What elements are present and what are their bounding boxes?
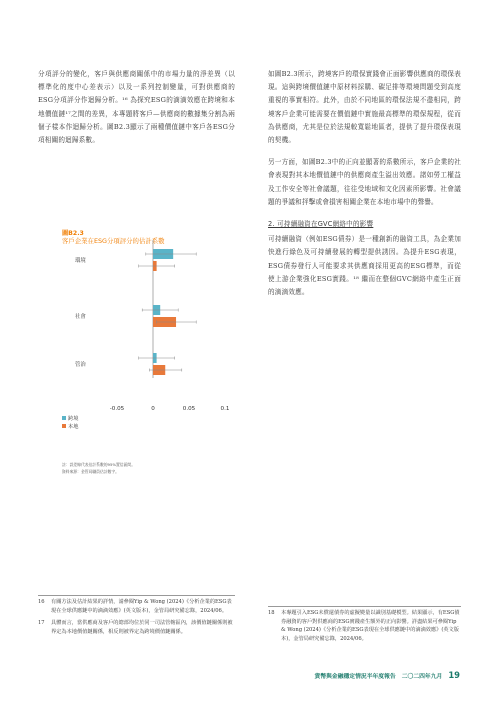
- footnotes-left: [38, 598, 235, 640]
- legend-swatch: [62, 416, 66, 420]
- footnote-number: 17: [38, 620, 45, 627]
- figure-note: [62, 462, 135, 475]
- x-tick-label: 0: [151, 406, 155, 412]
- footnote-17: [38, 619, 235, 636]
- footnote-text: 本專題引入ESG未償還債券的虛擬變量以識別基礎模型。結果顯示，有ESG債券融資的客戶對供應商的ESG實踐產生額外的正向影響。詳盡結果可參閱Yip & Wong (2024)《分析企業的ESG表現在全球供應鏈中的滴滴效應》(英文版本)，金管局研究備忘錄，2024/06。: [281, 610, 460, 642]
- footer-report-name: 貨幣與金融穩定情況半年度報告: [314, 674, 396, 680]
- legend-swatch: [62, 424, 66, 428]
- x-tick-label: 0.05: [182, 406, 196, 412]
- right-paragraph-1: 如圖B2.3所示，跨境客戶的環保實踐會正面影響供應商的環保表現。這與跨境價值鏈中原材料採購、碳足排等環境問題受到高度重視的事實相符。此外，由於不同地區的環保法規不盡相同，跨境客戶企業可能需要在價值鏈中實施最高標準的環保規程，從而為供應商，尤其是位於法規較寬鬆地區者，提供了提升環保表現的契機。: [268, 70, 461, 145]
- footnote-text: 具體而言，當供應商及客戶的總部均位於同一司法管轄區內，該價值鏈關係則被界定為本地價值鏈關係，相反則被界定為跨境價值鏈關係。: [51, 620, 233, 635]
- footnote-text: 有關方法及估計結果的詳情，請參閱Yip & Wong (2024)《分析企業的ESG表現在全球供應鏈中的滴滴效應》(英文版本)，金管局研究備忘錄，2024/06。: [51, 599, 232, 614]
- x-tick-label: -0.05: [109, 406, 125, 412]
- figure-source-line: 資料來源：金管局職員估計數字。: [62, 468, 119, 474]
- right-column: [268, 68, 461, 308]
- page-number: 19: [448, 670, 460, 680]
- legend-label: 跨境: [68, 416, 79, 422]
- page-footer: [315, 670, 460, 680]
- figure-label: 圖B2.3: [62, 230, 84, 237]
- category-label: 管治: [75, 362, 86, 368]
- footer-date: 二〇二四年九月: [401, 674, 443, 680]
- section-heading: 2. 可持續融資在GVC網絡中的影響: [268, 220, 374, 229]
- x-tick-label: 0.1: [220, 406, 230, 412]
- footnote-number: 18: [268, 610, 275, 616]
- footnote-number: 16: [38, 599, 45, 605]
- legend-label: 本地: [68, 424, 79, 430]
- category-label: 環境: [75, 258, 86, 264]
- left-column: [38, 68, 235, 156]
- figure-note-line-1: 註：誤差線代表估計系數的95%置信區間。: [62, 462, 135, 467]
- footnotes-right: [268, 609, 461, 647]
- footnote-18: [268, 609, 461, 643]
- category-label: 社會: [75, 314, 86, 320]
- right-paragraph-3: 可持續融資（例如ESG債券）是一種創新的融資工具，為企業加快進行綠色及可持續發展的轉型提供誘因。為提升ESG表現，ESG債券發行人可能要求其供應商採用更高的ESG標準，而從使上游企業強化ESG實踐。¹⁸ 繼而在整個GVC網絡中產生正面的滴滴效應。: [268, 235, 461, 297]
- footnote-divider-left: [38, 595, 235, 596]
- figure-title: 客戶企業在ESG分項評分的估計系數: [62, 237, 165, 245]
- left-paragraph-1: 分項評分的變化，客戶與供應商關係中的市場力量的淨差異（以標準化的度中心差表示）以及一系列控制變量，可對供應商的ESG分項評分作迴歸分析。¹⁶ 為探究ESG的滴滴效應在跨境和本地價值鏈¹⁷之間的差異，本專題將客戶—供應商的數據集分割為兩個子樣本作迴歸分析。圖B2.3顯示了兩種價值鏈中客戶各ESG分項相關的迴歸系數。: [38, 70, 235, 145]
- footnote-16: [38, 598, 235, 615]
- coefficient-chart: [55, 240, 235, 455]
- footnote-divider-right: [268, 606, 461, 607]
- right-paragraph-2: 另一方面，如圖B2.3中的正向並顯著的系數所示，客戶企業的社會表現對其本地價值鏈中的供應商產生溢出效應。諸如勞工權益及工作安全等社會議題，往往受地域和文化因素所影響。社會議題的爭議和抨擊或會損害相關企業在本地市場中的聲譽。: [268, 158, 461, 206]
